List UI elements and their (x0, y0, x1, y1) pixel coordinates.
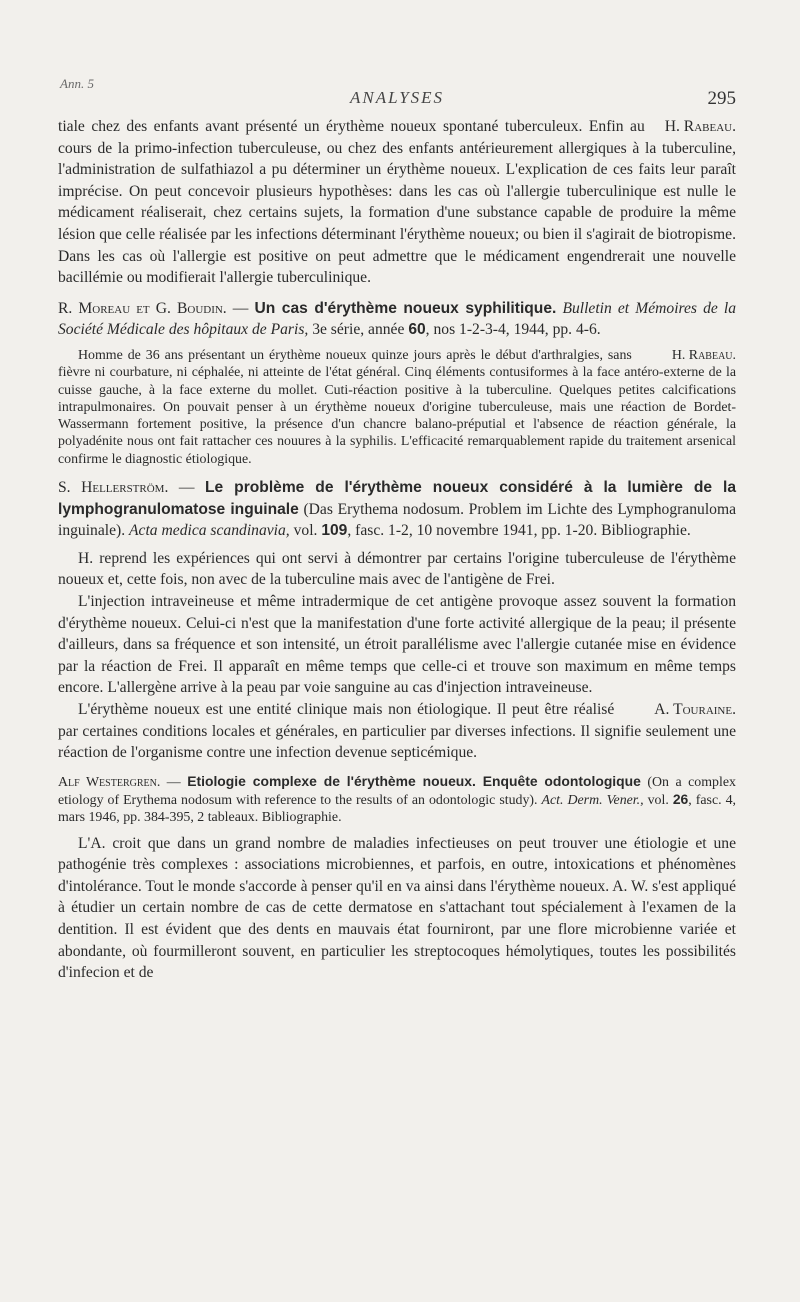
entry-authors: Alf Westergren. (58, 774, 161, 790)
entry-journal: Acta medica scandinavia, (129, 522, 290, 540)
abstract-entry (58, 477, 736, 764)
entry-details: vol. (643, 793, 673, 809)
article-continuation (58, 116, 736, 289)
running-head (58, 72, 736, 116)
abstract-body: Homme de 36 ans présentant un érythème noueux quinze jours après le début d'arthralgies, sans fièvre ni courbature, ni céphalée, ni atteinte de l'état général. Cinq éléments contusiformes à la face antéro-externe de la cuisse gauche, à la face externe du mollet. Cuti-réaction positive à la tuberculine. Quelques petites calcifications intrapulmonaires. On pouvait penser à un érythème noueux d'origine tuberculeuse, mais une réaction de Bordet-Wassermann fortement positive, la présence d'un chancre balano-préputial et l'absence de réaction générale, la polyadénite nous ont fait rattacher ces nouures à la syphilis. L'efficacité remarquablement rapide du traitement arsenical confirme le diagnostic étiologique. (58, 347, 736, 467)
entry-details-end: , fasc. 4, mars 1946, pp. 384-395, 2 tableaux. Bibliographie. (58, 793, 736, 826)
entry-details-end: , nos 1-2-3-4, 1944, pp. 4-6. (425, 321, 601, 339)
entry-title: Etiologie complexe de l'érythème noueux. Enquête odontologique (187, 772, 641, 789)
abstract-paragraph: L'injection intraveineuse et même intradermique de cet antigène provoque assez souvent la formation d'érythème noueux. Celui-ci n'est que la manifestation d'une forte activité allergique de la peau; il présente d'ailleurs, dans sa fréquence et son intensité, un étroit parallélisme avec l'allergie cutanée mise en évidence par la réaction de Frei. Il apparaît en même temps que celle-ci et trouve son maximum en même temps encore. L'allergène arrive à la peau par voie sanguine au cas d'injection intraveineuse. (58, 592, 736, 697)
entry-journal: Act. Derm. Vener., (541, 793, 644, 809)
entry-dash: — (168, 479, 206, 497)
entry-authors: R. Moreau et G. Boudin. (58, 299, 227, 317)
author-signature: H. Rabeau. (671, 347, 736, 363)
abstract-paragraph: L'A. croit que dans un grand nombre de maladies infectieuses on peut trouver une étiologie et une pathogénie très complexes : associations microbiennes, et parfois, en outre, intoxications et phénomènes d'intolérance. Tout le monde s'accorde à penser qu'il en va ainsi dans l'érythème noueux. A. W. s'est appliqué à étudier un certain nombre de cas de cette dermatose en s'attachant tout spécialement à l'examen de la dentition. Il est évident que des dents en mauvais état fourniront, par une flore microbienne variée et abondante, où fourmilleront souvent, en particulier les streptocoques hémolytiques, toutes les possibilités d'infecion et de (58, 834, 736, 982)
author-signature: H. Rabeau. (664, 118, 736, 135)
entry-volume: 109 (321, 522, 348, 540)
entry-subtitle: (On a complex etiology of Erythema nodosum with reference to the results of an odontologic study). (58, 774, 736, 809)
page-number: 295 (707, 88, 736, 109)
entry-details: 3e série, année (308, 321, 409, 339)
entry-dash: — (160, 774, 188, 790)
article-body: tiale chez des enfants avant présenté un érythème noueux spontané tuberculeux. Enfin au cours de la primo-infection tuberculeuse, ou chez des enfants antérieurement allergiques à la tuberculine, l'administration de sulfathiazol a pu déterminer un érythème noueux. L'explication de ces faits leur paraît imprécise. On peut concevoir plusieurs hypothèses: dans les cas où l'allergie tuberculinique est nulle le médicament réaliserait, chez certains sujets, la formation d'une substance capable de produire la même lésion que celle réalisée par les infections déterminant l'érythème noueux; ou bien il s'agirait de biotropisme. Dans les cas où l'allergie est positive on peut admettre que le médicament engendrerait une nouvelle bacillémie ou modifierait l'allergie tuberculinique. (58, 118, 736, 287)
author-signature: A. Touraine. (654, 700, 736, 718)
article-text (58, 116, 736, 289)
reference-header (58, 773, 736, 827)
abstract-body: L'érythème noueux est une entité clinique mais non étiologique. Il peut être réalisé par certaines conditions locales et générales, en particulier par diverses infections. Il signifie seulement une réaction de l'organisme contre une infection devenue septicémique. (58, 700, 736, 762)
entry-volume: 26 (672, 791, 689, 808)
abstract-entry (58, 298, 736, 468)
reference-header (58, 298, 736, 341)
section-title: ANALYSES (349, 88, 445, 107)
reference-header (58, 477, 736, 542)
page (58, 72, 736, 984)
entry-details-end: , fasc. 1-2, 10 novembre 1941, pp. 1-20. Bibliographie. (347, 522, 691, 540)
entry-subtitle: (Das Erythema nodosum. Problem im Lichte des Lymphogranuloma inguinale). (58, 500, 737, 540)
abstract-paragraph: H. reprend les expériences qui ont servi à démontrer par certains l'origine tuberculeuse de l'érythème noueux et, cette fois, non avec de la tuberculine mais avec de l'antigène de Frei. (58, 549, 736, 589)
entry-title: Le problème de l'érythème noueux considéré à la lumière de la lymphogranulomatose inguinale (58, 479, 736, 518)
abstract-entry (58, 773, 736, 984)
abstract-paragraph (58, 699, 736, 764)
entry-year: 60 (408, 321, 426, 339)
entry-details: vol. (289, 522, 322, 540)
entry-dash: — (226, 299, 255, 317)
journal-abbrev: Ann. 5 (60, 76, 94, 91)
entry-title: Un cas d'érythème noueux syphilitique. (254, 299, 557, 317)
entry-authors: S. Hellerström. (58, 479, 169, 497)
abstract-text (58, 347, 736, 468)
entry-journal: Bulletin et Mémoires de la Société Médicale des hôpitaux de Paris, (58, 299, 737, 339)
